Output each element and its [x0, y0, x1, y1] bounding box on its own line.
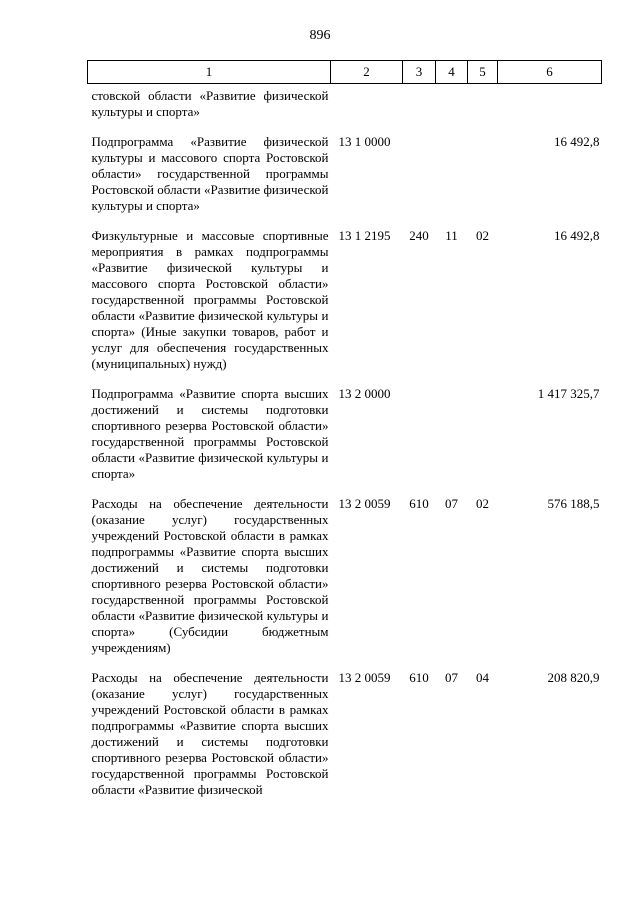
row-description: стовской области «Развитие физической культуры и спорта» [91, 88, 329, 119]
row-expense-type: 610 [409, 670, 429, 685]
row-target-code: 13 1 2195 [338, 228, 391, 243]
row-expense-type [403, 84, 436, 135]
row-description: Расходы на обеспечение деятельности (оказание услуг) государственных учреждений Ростовской области в рамках подпрограммы «Развитие спорта высших достижений и системы подготовки спортивного резерва Ростовской области» государственной программы Ростовской области «Развитие физической культуры и спорта» (Субсидии бюджетным учреждениям) [91, 496, 329, 655]
row-subsection [468, 134, 498, 228]
table-row [88, 84, 602, 135]
row-section [436, 386, 468, 496]
header-col-4: 4 [436, 61, 468, 84]
table-body [88, 84, 602, 813]
row-description: Физкультурные и массовые спортивные мероприятия в рамках подпрограммы «Развитие физической культуры и массового спорта Ростовской области» государственной программы Ростовской области «Развитие физической культуры и спорта» (Иные закупки товаров, работ и услуг для обеспечения государственных (муниципальных) нужд) [91, 228, 329, 371]
page-number: 896 [309, 28, 331, 43]
header-col-5: 5 [468, 61, 498, 84]
row-target-code: 13 2 0059 [338, 670, 391, 685]
table-row [88, 670, 602, 812]
header-col-2: 2 [331, 61, 403, 84]
row-expense-type [403, 134, 436, 228]
header-col-3: 3 [403, 61, 436, 84]
row-amount: 16 492,8 [554, 134, 600, 149]
row-description: Подпрограмма «Развитие спорта высших достижений и системы подготовки спортивного резерва Ростовской области» государственной программы Ростовской области «Развитие физической культуры и спорта» [91, 386, 329, 481]
row-description: Расходы на обеспечение деятельности (оказание услуг) государственных учреждений Ростовской области в рамках подпрограммы «Развитие спорта высших достижений и системы подготовки спортивного резерва Ростовской области» государственной программы Ростовской области «Развитие физической [91, 670, 329, 797]
row-subsection [468, 386, 498, 496]
budget-table [87, 60, 602, 812]
row-subsection: 02 [476, 496, 489, 511]
row-amount: 16 492,8 [554, 228, 600, 243]
row-expense-type: 610 [409, 496, 429, 511]
table-row [88, 386, 602, 496]
header-col-1: 1 [88, 61, 331, 84]
table-header [88, 61, 602, 84]
row-section [436, 84, 468, 135]
row-amount [498, 84, 602, 135]
row-section: 07 [445, 496, 458, 511]
row-section: 11 [445, 228, 458, 243]
row-target-code: 13 1 0000 [338, 134, 391, 149]
row-subsection [468, 84, 498, 135]
row-description: Подпрограмма «Развитие физической культуры и массового спорта Ростовской области» государственной программы Ростовской области «Развитие физической культуры и спорта» [91, 134, 329, 213]
header-col-6: 6 [498, 61, 602, 84]
row-subsection: 04 [476, 670, 489, 685]
row-target-code: 13 2 0059 [338, 496, 391, 511]
table-row [88, 228, 602, 386]
row-subsection: 02 [476, 228, 489, 243]
row-expense-type: 240 [409, 228, 429, 243]
header-row [88, 61, 602, 84]
table-row [88, 496, 602, 670]
row-amount: 208 820,9 [547, 670, 600, 685]
row-target-code: 13 2 0000 [338, 386, 391, 401]
row-amount: 576 188,5 [547, 496, 600, 511]
row-expense-type [403, 386, 436, 496]
row-section [436, 134, 468, 228]
row-target-code [331, 84, 403, 135]
table-row [88, 134, 602, 228]
row-section: 07 [445, 670, 458, 685]
row-amount: 1 417 325,7 [537, 386, 600, 401]
